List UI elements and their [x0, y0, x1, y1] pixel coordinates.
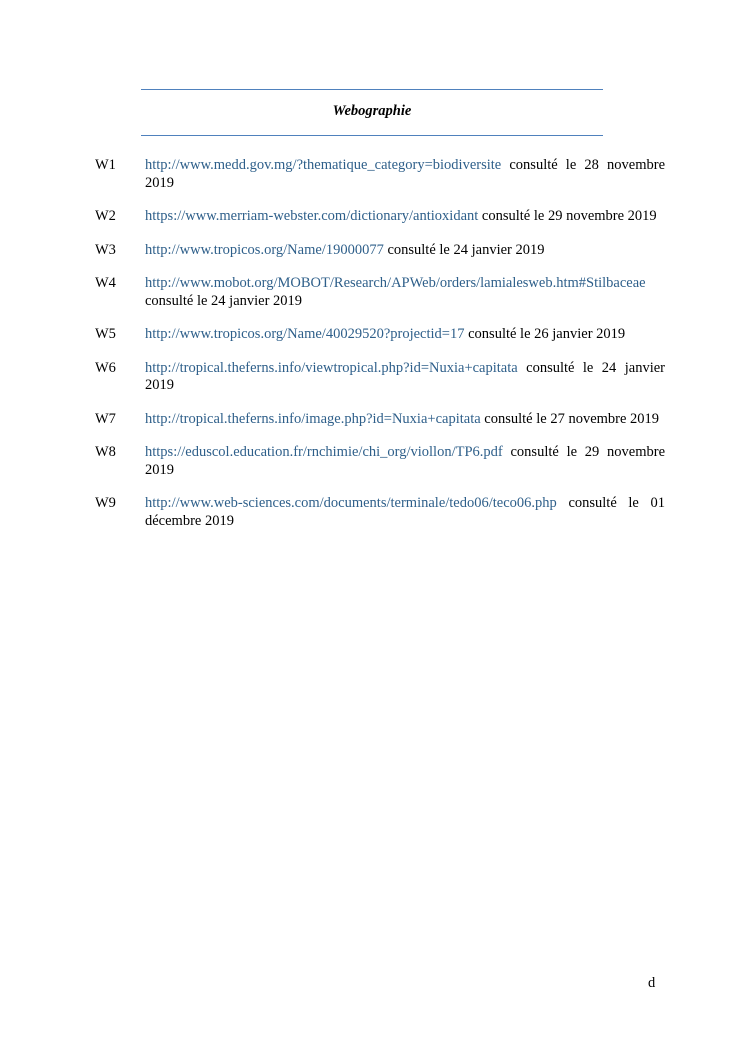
reference-note: consulté le 29 novembre 2019 [478, 208, 657, 224]
reference-note: consulté le 01 décembre 2019 [145, 495, 665, 529]
reference-note: consulté le 26 janvier 2019 [464, 326, 626, 342]
reference-item [95, 208, 665, 226]
reference-body [145, 242, 665, 260]
reference-link[interactable]: http://tropical.theferns.info/image.php?id=Nuxia+capitata [145, 410, 481, 427]
reference-list [95, 157, 665, 546]
reference-link[interactable]: http://tropical.theferns.info/viewtropical.php?id=Nuxia+capitata [145, 359, 518, 376]
reference-code: W1 [95, 157, 116, 173]
reference-code: W9 [95, 495, 116, 511]
reference-link[interactable]: http://www.tropicos.org/Name/40029520?projectid=17 [145, 326, 465, 342]
reference-link[interactable]: https://eduscol.education.fr/rnchimie/chi_org/viollon/TP6.pdf [145, 444, 503, 460]
reference-item [95, 411, 665, 429]
reference-code: W5 [95, 326, 116, 342]
reference-note: consulté le 29 novembre 2019 [145, 444, 665, 478]
reference-code: W4 [95, 275, 116, 291]
reference-link[interactable]: http://www.tropicos.org/Name/19000077 [145, 241, 384, 258]
reference-code: W3 [95, 241, 116, 258]
page-number: d [648, 975, 656, 991]
reference-body [145, 495, 665, 530]
reference-note: consulté le 24 janvier 2019 [145, 292, 303, 309]
reference-item [95, 326, 665, 344]
reference-link[interactable]: http://www.mobot.org/MOBOT/Research/APWeb/orders/lamialesweb.htm#Stilbaceae [145, 275, 646, 291]
reference-body [145, 275, 665, 310]
reference-link[interactable]: https://www.merriam-webster.com/dictionary/antioxidant [145, 208, 479, 224]
reference-note: consulté le 24 janvier 2019 [383, 241, 545, 258]
reference-link[interactable]: http://www.web-sciences.com/documents/terminale/tedo06/teco06.php [145, 495, 557, 511]
reference-code: W2 [95, 208, 116, 224]
reference-item [95, 495, 665, 530]
reference-body [145, 411, 665, 429]
reference-body [145, 157, 665, 192]
section-title: Webographie [332, 103, 412, 119]
reference-code: W6 [95, 359, 116, 376]
reference-note: consulté le 24 janvier 2019 [145, 359, 665, 393]
reference-body [145, 326, 665, 344]
reference-item [95, 242, 665, 260]
reference-body [145, 444, 665, 479]
reference-note: consulté le 28 novembre 2019 [145, 157, 665, 191]
reference-code: W7 [95, 410, 116, 427]
reference-note: consulté le 27 novembre 2019 [480, 410, 660, 427]
reference-item [95, 157, 665, 192]
reference-body [145, 208, 665, 226]
reference-item [95, 360, 665, 395]
heading-frame [141, 89, 603, 136]
reference-item [95, 444, 665, 479]
reference-body [145, 360, 665, 395]
reference-item [95, 275, 665, 310]
reference-code: W8 [95, 444, 116, 460]
reference-link[interactable]: http://www.medd.gov.mg/?thematique_category=biodiversite [145, 157, 502, 173]
